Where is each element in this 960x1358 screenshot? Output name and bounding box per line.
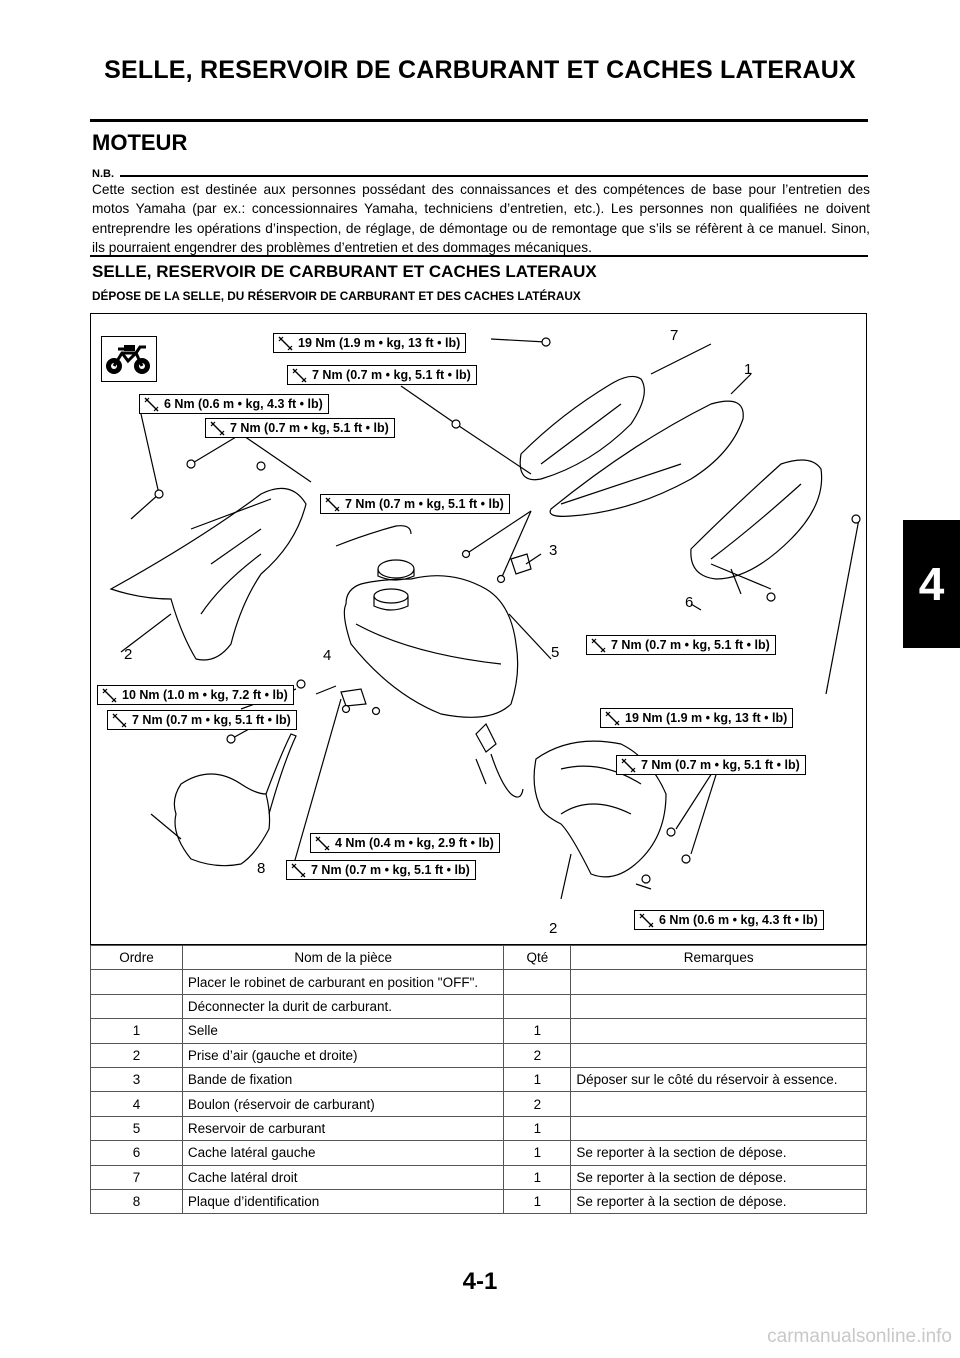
torque-label [600,708,793,728]
table-row [91,1043,867,1067]
callout-6: 6 [685,594,694,611]
wrench-icon [314,835,331,852]
cell-qte: 1 [504,1189,571,1213]
cell-qte [504,994,571,1018]
table-row [91,1019,867,1043]
torque-value: 19 Nm (1.9 m • kg, 13 ft • lb) [298,336,461,350]
table-row [91,1141,867,1165]
wrench-icon [209,420,226,437]
cell-nom: Placer le robinet de carburant en position "OFF". [182,970,504,994]
col-ordre: Ordre [91,946,183,970]
nb-text: Cette section est destinée aux personnes possédant des connaissances et des compétences de base pour l’entretien des motos Yamaha (par ex.: concessionnaires Yamaha, techniciens d’entretien, etc.). Les personnes non qualifiées ne doivent entreprendre les opérations d’inspection, de réglage, de démontage ou de remontage que s’ils se réfèrent à ce manuel. Sinon, ils pourraient engendrer des problèmes d’entretien et des dommages mécaniques. [92,182,870,256]
cell-qte: 1 [504,1067,571,1091]
nb-end-rule [90,255,868,257]
watermark: carmanualsonline.info [767,1326,952,1347]
cell-ordre [91,970,183,994]
table-header-row [91,946,867,970]
torque-label [205,418,395,438]
callout-2: 2 [124,646,133,663]
subsection-title: SELLE, RESERVOIR DE CARBURANT ET CACHES LATERAUX [92,262,597,281]
cell-remarques [571,1019,867,1043]
cell-ordre [91,994,183,1018]
callout-3: 3 [549,542,558,559]
cell-qte: 2 [504,1043,571,1067]
cell-ordre: 8 [91,1189,183,1213]
wrench-icon [290,862,307,879]
callout-4: 4 [323,647,332,664]
torque-value: 7 Nm (0.7 m • kg, 5.1 ft • lb) [311,863,470,877]
table-row [91,1116,867,1140]
table-row [91,1067,867,1091]
callout-8: 8 [257,860,266,877]
torque-value: 7 Nm (0.7 m • kg, 5.1 ft • lb) [132,713,291,727]
torque-label [139,394,329,414]
cell-ordre: 4 [91,1092,183,1116]
col-remarques: Remarques [571,946,867,970]
torque-value: 7 Nm (0.7 m • kg, 5.1 ft • lb) [230,421,389,435]
cell-nom: Bande de fixation [182,1067,504,1091]
torque-value: 10 Nm (1.0 m • kg, 7.2 ft • lb) [122,688,288,702]
wrench-icon [604,710,621,727]
page-header-title: SELLE, RESERVOIR DE CARBURANT ET CACHES LATERAUX [104,56,856,84]
torque-value: 6 Nm (0.6 m • kg, 4.3 ft • lb) [659,913,818,927]
torque-value: 7 Nm (0.7 m • kg, 5.1 ft • lb) [345,497,504,511]
cell-remarques [571,994,867,1018]
wrench-icon [324,496,341,513]
cell-remarques: Se reporter à la section de dépose. [571,1189,867,1213]
cell-qte: 1 [504,1116,571,1140]
torque-label [310,833,500,853]
torque-label [586,635,776,655]
torque-value: 7 Nm (0.7 m • kg, 5.1 ft • lb) [611,638,770,652]
callout-5: 5 [551,644,560,661]
col-nom: Nom de la pièce [182,946,504,970]
cell-ordre: 6 [91,1141,183,1165]
table-row [91,1189,867,1213]
wrench-icon [291,367,308,384]
cell-ordre: 2 [91,1043,183,1067]
wrench-icon [620,757,637,774]
table-row [91,1092,867,1116]
cell-qte: 1 [504,1165,571,1189]
cell-qte: 1 [504,1019,571,1043]
table-row [91,970,867,994]
cell-nom: Prise d’air (gauche et droite) [182,1043,504,1067]
callout-7: 7 [670,327,679,344]
cell-ordre: 3 [91,1067,183,1091]
cell-remarques [571,1116,867,1140]
cell-nom: Selle [182,1019,504,1043]
cell-nom: Cache latéral droit [182,1165,504,1189]
wrench-icon [101,687,118,704]
callout-1: 1 [744,361,753,378]
subsection-subtitle: DÉPOSE DE LA SELLE, DU RÉSERVOIR DE CARBURANT ET DES CACHES LATÉRAUX [92,289,581,303]
page-number: 4-1 [462,1268,498,1295]
col-qte: Qté [504,946,571,970]
torque-label [616,755,806,775]
cell-ordre: 1 [91,1019,183,1043]
nb-label: N.B. [92,168,118,180]
cell-ordre: 5 [91,1116,183,1140]
cell-remarques [571,970,867,994]
motorcycle-icon [101,336,157,382]
wrench-icon [590,637,607,654]
cell-remarques [571,1092,867,1116]
torque-label [97,685,294,705]
torque-value: 4 Nm (0.4 m • kg, 2.9 ft • lb) [335,836,494,850]
cell-remarques [571,1043,867,1067]
wrench-icon [638,912,655,929]
torque-value: 7 Nm (0.7 m • kg, 5.1 ft • lb) [312,368,471,382]
cell-nom: Boulon (réservoir de carburant) [182,1092,504,1116]
nb-line [120,175,868,177]
cell-qte [504,970,571,994]
wrench-icon [111,712,128,729]
torque-label [273,333,466,353]
header-rule [90,119,868,122]
cell-nom: Cache latéral gauche [182,1141,504,1165]
cell-nom: Déconnecter la durit de carburant. [182,994,504,1018]
cell-remarques: Se reporter à la section de dépose. [571,1141,867,1165]
torque-label [107,710,297,730]
cell-qte: 2 [504,1092,571,1116]
torque-label [287,365,477,385]
torque-value: 6 Nm (0.6 m • kg, 4.3 ft • lb) [164,397,323,411]
chapter-tab: 4 [903,520,960,648]
cell-qte: 1 [504,1141,571,1165]
wrench-icon [143,396,160,413]
parts-table [90,945,867,1214]
torque-label [286,860,476,880]
cell-ordre: 7 [91,1165,183,1189]
cell-nom: Reservoir de carburant [182,1116,504,1140]
callout-2-lower: 2 [549,920,558,937]
motorcycle-icon-drawing [102,337,155,380]
torque-label [320,494,510,514]
torque-label [634,910,824,930]
cell-nom: Plaque d’identification [182,1189,504,1213]
table-row [91,1165,867,1189]
section-title: MOTEUR [92,130,188,155]
exploded-diagram [90,313,867,945]
table-row [91,994,867,1018]
torque-value: 19 Nm (1.9 m • kg, 13 ft • lb) [625,711,788,725]
wrench-icon [277,335,294,352]
torque-value: 7 Nm (0.7 m • kg, 5.1 ft • lb) [641,758,800,772]
cell-remarques: Se reporter à la section de dépose. [571,1165,867,1189]
cell-remarques: Déposer sur le côté du réservoir à essence. [571,1067,867,1091]
